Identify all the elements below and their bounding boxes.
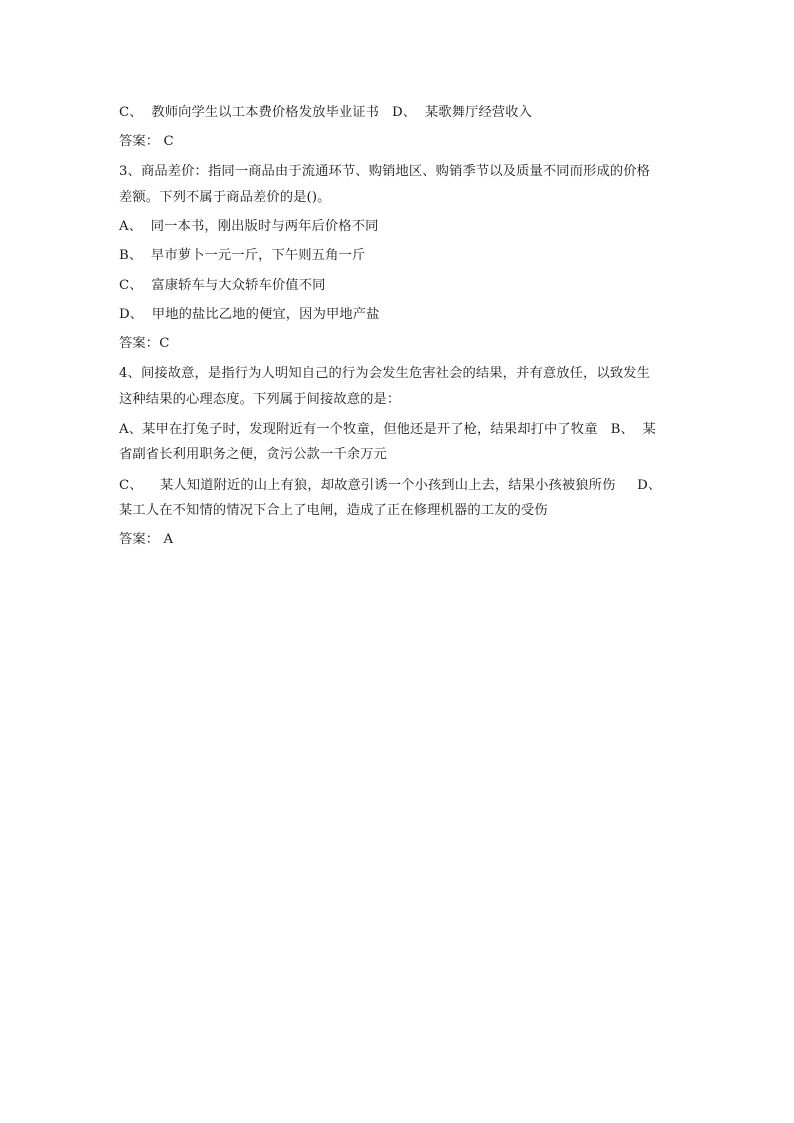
option-c-q3: C、 富康轿车与大众轿车价值不同 [119,277,326,293]
options-ab-q4-line-1: A、某甲在打兔子时，发现附近有一个牧童，但他还是开了枪，结果却打中了牧童 B、 某 [119,421,656,437]
option-b-q3: B、 早市萝卜一元一斤，下午则五角一斤 [119,248,366,264]
question-4-line-2: 这种结果的心理态度。下列属于间接故意的是： [119,391,401,407]
question-3-stem [119,159,679,210]
options-ab-q4 [119,417,679,468]
option-d-q3: D、 甲地的盐比乙地的便宜，因为甲地产盐 [119,306,380,322]
option-c-q2: C、 教师向学生以工本费价格发放毕业证书 D、 某歌舞厅经营收入 [119,105,533,120]
question-3-line-1: 3、商品差价：指同一商品由于流通环节、购销地区、购销季节以及质量不同而形成的价格 [119,164,651,180]
answer-q4: 答案： A [119,532,174,548]
options-ab-q4-line-2: 省副省长利用职务之便，贪污公款一千余万元 [119,447,387,463]
option-a-q3: A、 同一本书，刚出版时与两年后价格不同 [119,219,379,235]
document-body [119,101,679,558]
question-4-line-1: 4、间接故意，是指行为人明知自己的行为会发生危害社会的结果，并有意放任，以致发生 [119,366,651,382]
options-cd-q4-line-1: C、 某人知道附近的山上有狼，却故意引诱一个小孩到山上去，结果小孩被狼所伤 D、 [119,477,662,493]
answer-q3: 答案：C [119,335,170,351]
options-cd-q4-line-2: 某工人在不知情的情况下合上了电闸，造成了正在修理机器的工友的受伤 [119,503,548,519]
answer-q2: 答案： C [119,134,174,150]
options-cd-q4 [119,473,679,524]
question-3-line-2: 差额。下列不属于商品差价的是()。 [119,189,331,205]
question-4-stem [119,361,679,412]
